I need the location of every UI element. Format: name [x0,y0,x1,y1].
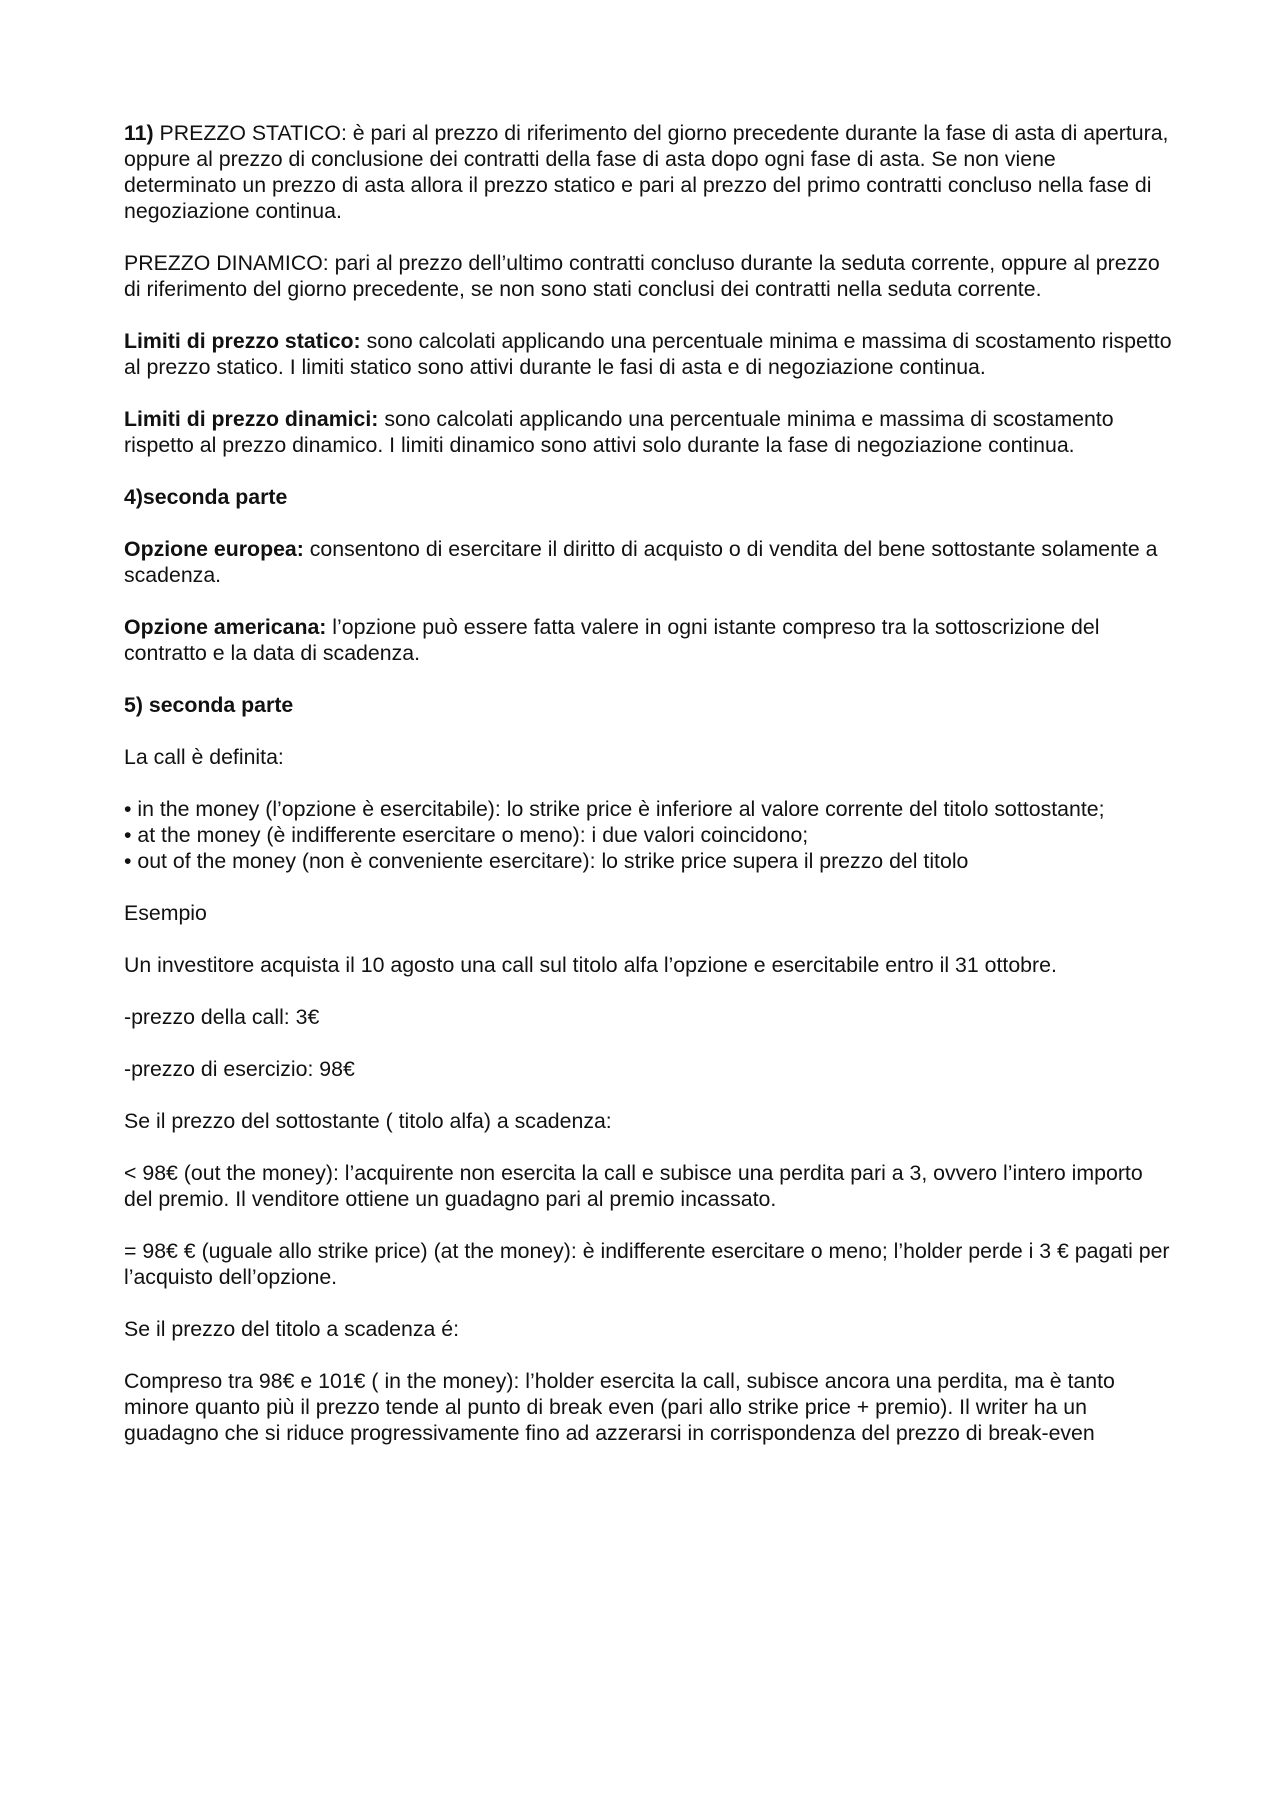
term-label: Limiti di prezzo dinamici: [124,407,379,431]
term-label: Opzione americana: [124,615,327,639]
paragraph-strike-price: -prezzo di esercizio: 98€ [124,1057,355,1081]
paragraph-limiti-statico [124,328,1174,380]
term-label: Limiti di prezzo statico: [124,329,361,353]
paragraph-call-intro: La call è definita: [124,745,284,769]
section-number: 11) [124,121,154,145]
list-item: • out of the money (non è conveniente esercitare): lo strike price supera il prezzo del titolo [124,849,969,873]
paragraph-case-equal: = 98€ € (uguale allo strike price) (at the money): è indifferente esercitare o meno; l’holder perde i 3 € pagati per l’acquisto dell’opzione. [124,1239,1170,1289]
paragraph-opzione-europea [124,536,1174,588]
paragraph-case-less-than: < 98€ (out the money): l’acquirente non esercita la call e subisce una perdita pari a 3, ovvero l’intero importo del premio. Il venditore ottiene un guadagno pari al premio incassato. [124,1161,1143,1211]
paragraph-opzione-americana [124,614,1174,666]
paragraph-limiti-dinamici [124,406,1174,458]
paragraph-esempio: Esempio [124,901,207,925]
list-item: • at the money (è indifferente esercitare o meno): i due valori coincidono; [124,823,809,847]
section-heading-5: 5) seconda parte [124,693,294,717]
paragraph-underlying-intro: Se il prezzo del sottostante ( titolo alfa) a scadenza: [124,1109,612,1133]
paragraph-text: sono calcolati applicando una percentuale minima e massima di scostamento rispetto al prezzo statico. I limiti statico sono attivi durante le fasi di asta e di negoziazione continua. [124,329,1172,379]
paragraph-text: sono calcolati applicando una percentuale minima e massima di scostamento rispetto al prezzo dinamico. I limiti dinamico sono attivi solo durante la fase di negoziazione continua. [124,407,1114,457]
section-heading-4: 4)seconda parte [124,485,288,509]
paragraph-title-intro: Se il prezzo del titolo a scadenza é: [124,1317,460,1341]
list-item: • in the money (l’opzione è esercitabile): lo strike price è inferiore al valore corrente del titolo sottostante; [124,797,1105,821]
paragraph-example-text: Un investitore acquista il 10 agosto una call sul titolo alfa l’opzione e esercitabile entro il 31 ottobre. [124,953,1057,977]
paragraph-case-between: Compreso tra 98€ e 101€ ( in the money): l’holder esercita la call, subisce ancora una perdita, ma è tanto minore quanto più il prezzo tende al punto di break even (pari allo strike price + premio). Il writer ha un guadagno che si riduce progressivamente fino ad azzerarsi in corrispondenza del prezzo di break-even [124,1369,1115,1445]
paragraph-call-price: -prezzo della call: 3€ [124,1005,320,1029]
paragraph-text: PREZZO STATICO: è pari al prezzo di riferimento del giorno precedente durante la fase di asta di apertura, oppure al prezzo di conclusione dei contratti della fase di asta dopo ogni fase di asta. Se non viene determinato un prezzo di asta allora il prezzo statico e pari al prezzo del primo contratti concluso nella fase di negoziazione continua. [124,121,1169,223]
document-page [124,120,1174,1446]
term-label: Opzione europea: [124,537,304,561]
paragraph-text: l’opzione può essere fatta valere in ogni istante compreso tra la sottoscrizione del contratto e la data di scadenza. [124,615,1100,665]
paragraph-prezzo-dinamico: PREZZO DINAMICO: pari al prezzo dell’ultimo contratti concluso durante la seduta corrente, oppure al prezzo di riferimento del giorno precedente, se non sono stati conclusi dei contratti nella seduta corrente. [124,251,1160,301]
paragraph-text: consentono di esercitare il diritto di acquisto o di vendita del bene sottostante solamente a scadenza. [124,537,1158,587]
bullet-list [124,796,1174,874]
paragraph-prezzo-statico [124,120,1174,224]
